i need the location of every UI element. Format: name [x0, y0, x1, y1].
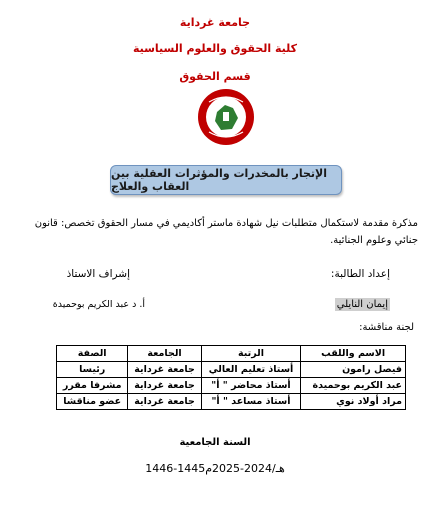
header-name: الاسم واللقب — [301, 346, 406, 362]
member-name: عبد الكريم بوحميدة — [301, 378, 406, 394]
member-role: مشرفا مقرر — [57, 378, 128, 394]
memo-description: مذكرة مقدمة لاستكمال متطلبات نيل شهادة ماستر أكاديمي في مسار الحقوق تخصص: قانون جنائي وعلوم الجنائية. — [34, 218, 418, 246]
supervisor-label: إشراف الاستاذ — [66, 268, 130, 280]
department-name: قسم الحقوق — [179, 70, 251, 83]
member-rank: أستاذ مساعد " أ" — [201, 394, 300, 410]
member-name: مراد أولاد نوي — [301, 394, 406, 410]
prepared-by-label: إعداد الطالبة: — [330, 268, 390, 280]
university-emblem-icon — [197, 88, 255, 146]
academic-year-label: السنة الجامعية — [179, 437, 251, 448]
member-role: رئيسا — [57, 362, 128, 378]
committee-table — [56, 345, 406, 410]
table-row — [57, 378, 406, 394]
header-role: الصفة — [57, 346, 128, 362]
member-university: جامعة غرداية — [128, 362, 201, 378]
member-university: جامعة غرداية — [128, 394, 201, 410]
thesis-title: الإتجار بالمخدرات والمؤثرات العقلية بين العقاب والعلاج — [111, 167, 328, 193]
member-rank: أستاذ تعليم العالي — [201, 362, 300, 378]
table-header-row — [57, 346, 406, 362]
faculty-name: كلية الحقوق والعلوم السياسية — [132, 42, 298, 55]
supervisor-name: أ. د عبد الكريم بوحميدة — [52, 299, 145, 310]
thesis-title-box — [110, 165, 342, 195]
member-rank: أستاذ محاضر " أ" — [201, 378, 300, 394]
member-name: فيصل رامون — [301, 362, 406, 378]
university-name: جامعة غرداية — [179, 16, 251, 29]
academic-years: 1446-1445هـ/2024-2025م — [145, 462, 285, 475]
member-role: عضو مناقشا — [57, 394, 128, 410]
header-rank: الرتبة — [201, 346, 300, 362]
header-university: الجامعة — [128, 346, 201, 362]
committee-label: لجنة مناقشة: — [359, 322, 414, 333]
student-name: إيمان النايلي — [336, 299, 388, 310]
table-row — [57, 362, 406, 378]
member-university: جامعة غرداية — [128, 378, 201, 394]
table-row — [57, 394, 406, 410]
